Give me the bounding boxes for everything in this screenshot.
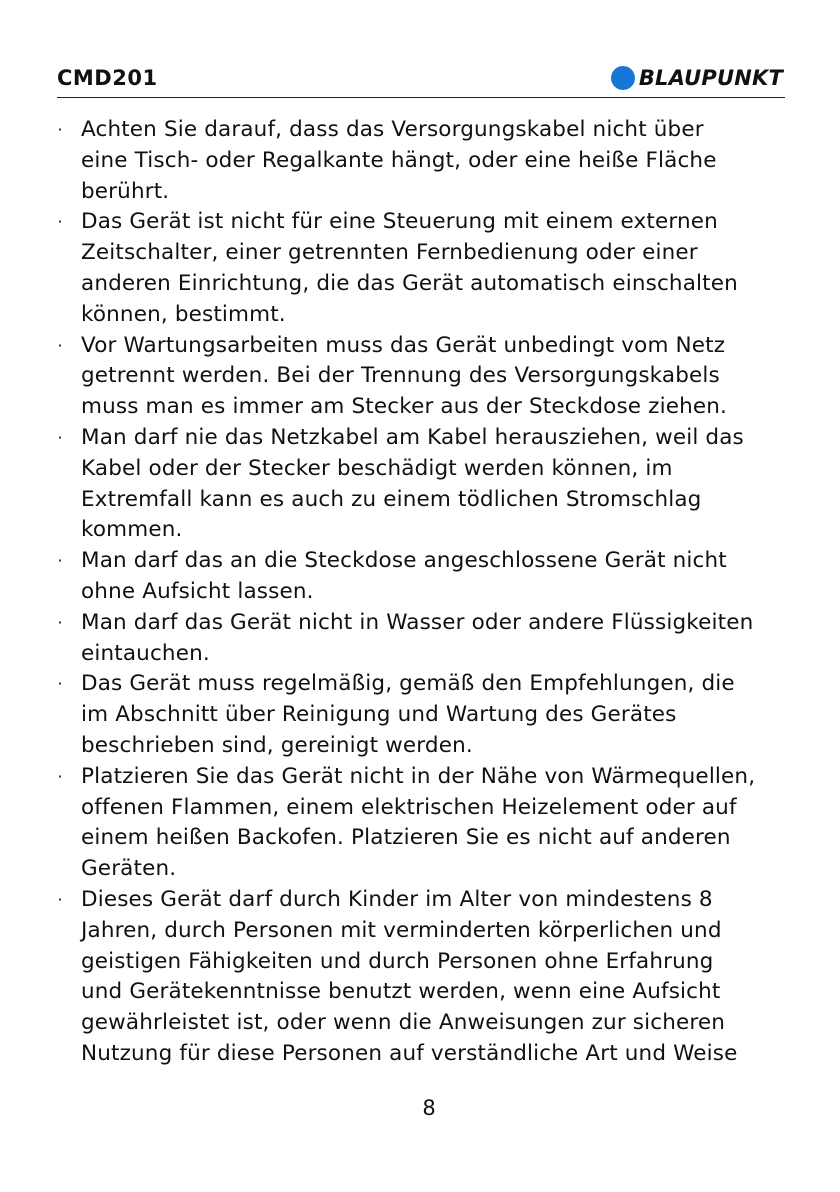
- text-line: Geräten.: [81, 856, 177, 882]
- text-line: im Abschnitt über Reinigung und Wartung des Gerätes: [81, 702, 677, 728]
- text-line: Zeitschalter, einer getrennten Fernbedienung oder einer: [81, 240, 698, 266]
- list-item-text: [81, 115, 790, 207]
- list-item: [55, 115, 790, 207]
- page-header: [57, 64, 783, 98]
- text-line: beschrieben sind, gereinigt werden.: [81, 732, 473, 758]
- text-line: Man darf das an die Steckdose angeschlossene Gerät nicht: [81, 548, 727, 574]
- bullet-icon: ·: [57, 674, 63, 694]
- text-line: eintauchen.: [81, 640, 210, 666]
- text-line: Extremfall kann es auch zu einem tödlichen Stromschlag: [81, 486, 702, 512]
- model-number: CMD201: [57, 66, 158, 90]
- text-line: Kabel oder der Stecker beschädigt werden können, im: [81, 455, 673, 481]
- text-line: Platzieren Sie das Gerät nicht in der Nähe von Wärmequellen,: [81, 763, 756, 789]
- bullet-icon: ·: [57, 120, 63, 139]
- text-line: Das Gerät muss regelmäßig, gemäß den Empfehlungen, die: [81, 671, 735, 697]
- bullet-icon: ·: [57, 551, 63, 571]
- list-item-text: [81, 608, 790, 670]
- list-item-text: [81, 546, 790, 608]
- bullet-icon: ·: [57, 612, 63, 632]
- text-line: muss man es immer am Stecker aus der Steckdose ziehen.: [81, 394, 728, 420]
- text-line: Vor Wartungsarbeiten muss das Gerät unbedingt vom Netz: [81, 332, 726, 358]
- list-item-text: [81, 207, 790, 330]
- list-item: [55, 331, 790, 423]
- bullet-icon: ·: [57, 212, 63, 232]
- list-item: [55, 762, 790, 885]
- brand-name: BLAUPUNKT: [638, 66, 783, 90]
- list-item-text: [81, 762, 790, 885]
- bullet-icon: ·: [57, 335, 63, 355]
- text-line: offenen Flammen, einem elektrischen Heizelement oder auf: [81, 794, 737, 820]
- text-line: getrennt werden. Bei der Trennung des Versorgungskabels: [81, 363, 720, 389]
- list-item-text: [81, 423, 790, 546]
- list-item: [55, 207, 790, 330]
- text-line: berührt.: [81, 178, 170, 204]
- header-divider: [57, 97, 785, 98]
- list-item-text: [81, 669, 790, 761]
- brand-dot-icon: [611, 66, 635, 90]
- text-line: Nutzung für diese Personen auf verständliche Art und Weise: [81, 1040, 738, 1066]
- list-item: [55, 423, 790, 546]
- text-line: anderen Einrichtung, die das Gerät automatisch einschalten: [81, 270, 738, 296]
- text-line: Dieses Gerät darf durch Kinder im Alter von mindestens 8: [81, 886, 713, 912]
- text-line: eine Tisch- oder Regalkante hängt, oder eine heiße Fläche: [81, 147, 717, 173]
- list-item: [55, 546, 790, 608]
- bullet-icon: ·: [57, 889, 63, 909]
- page-number: 8: [422, 1096, 436, 1120]
- text-line: einem heißen Backofen. Platzieren Sie es nicht auf anderen: [81, 825, 731, 851]
- bullet-icon: ·: [57, 766, 63, 786]
- list-item: [55, 885, 790, 1070]
- text-line: kommen.: [81, 517, 183, 543]
- text-line: geistigen Fähigkeiten und durch Personen ohne Erfahrung: [81, 948, 714, 974]
- list-item-text: [81, 331, 790, 423]
- bullet-icon: ·: [57, 427, 63, 447]
- text-line: Das Gerät ist nicht für eine Steuerung mit einem externen: [81, 209, 718, 235]
- list-item: [55, 669, 790, 761]
- text-line: Man darf nie das Netzkabel am Kabel herausziehen, weil das: [81, 424, 744, 450]
- text-line: Man darf das Gerät nicht in Wasser oder andere Flüssigkeiten: [81, 609, 754, 635]
- text-line: und Gerätekenntnisse benutzt werden, wenn eine Aufsicht: [81, 979, 721, 1005]
- text-line: ohne Aufsicht lassen.: [81, 578, 314, 604]
- list-item-text: [81, 885, 790, 1070]
- text-line: Achten Sie darauf, dass das Versorgungskabel nicht über: [81, 117, 704, 142]
- safety-instructions-list: [55, 115, 790, 1070]
- list-item: [55, 608, 790, 670]
- text-line: können, bestimmt.: [81, 301, 286, 327]
- text-line: gewährleistet ist, oder wenn die Anweisungen zur sicheren: [81, 1010, 726, 1036]
- text-line: Jahren, durch Personen mit verminderten körperlichen und: [81, 917, 722, 943]
- brand-logo: [611, 66, 783, 90]
